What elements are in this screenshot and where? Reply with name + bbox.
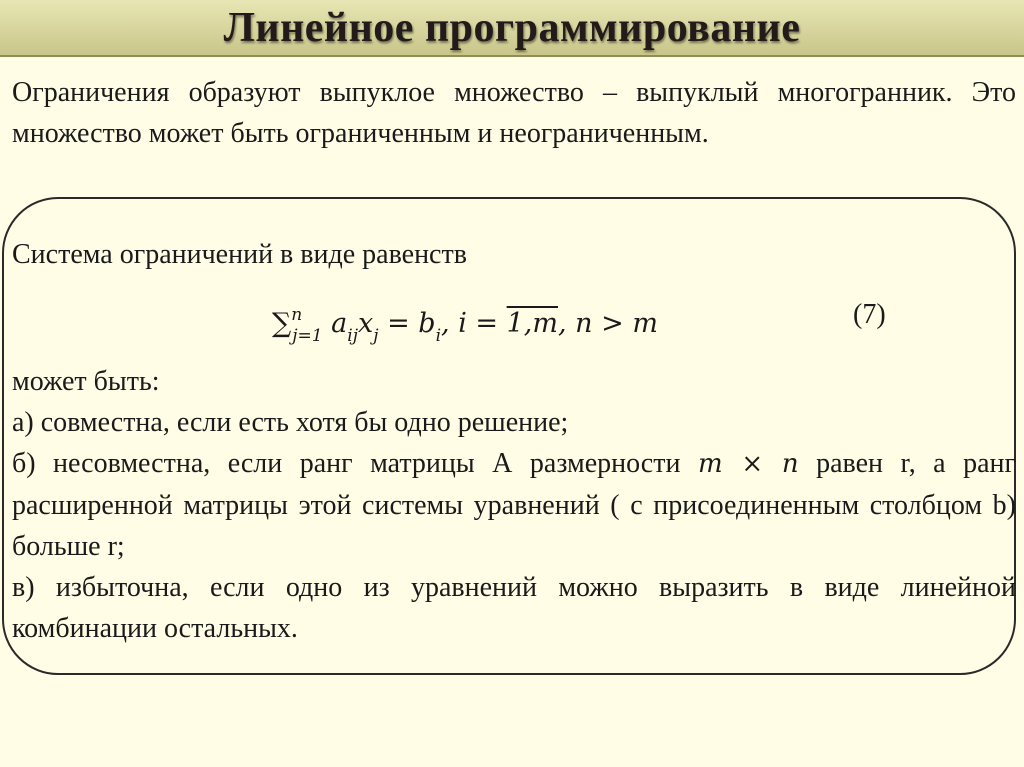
slide-title: Линейное программирование	[223, 4, 801, 51]
formula-row	[0, 285, 1024, 345]
coef-a: a	[331, 308, 348, 339]
may-be-label: может быть:	[12, 366, 160, 397]
sigma-symbol: ∑	[272, 308, 292, 339]
intro-block	[12, 72, 1016, 154]
i-eq: , i =	[441, 308, 507, 339]
b-sub: i	[435, 326, 442, 346]
equation-number: (7)	[853, 299, 886, 330]
condition: , n > m	[558, 308, 658, 339]
conditions-block	[12, 361, 1016, 649]
item-b-text1: б) несовместна, если ранг матрицы А размерности	[12, 448, 698, 479]
index-range: 1,m	[506, 308, 558, 339]
system-intro: Система ограничений в виде равенств	[12, 239, 467, 270]
var-x-sub: j	[373, 326, 379, 346]
item-b-text2: равен r, а ранг расширенной матрицы этой системы уравнений ( с присоединенным столбцом b) больше r;	[12, 448, 1016, 562]
item-b-math: m × n	[697, 449, 799, 479]
sum-lower: j=1	[292, 326, 323, 346]
item-c: в) избыточна, если одно из уравнений можно выразить в виде линейной комбинации остальных.	[12, 572, 1016, 644]
title-bar	[0, 0, 1024, 57]
item-b	[12, 443, 1016, 567]
formula	[272, 285, 658, 366]
sum-upper: n	[291, 305, 303, 325]
var-x: x	[358, 308, 374, 339]
eq-b: = b	[378, 308, 436, 339]
coef-a-sub: ij	[347, 326, 358, 346]
item-a: а) совместна, если есть хотя бы одно решение;	[12, 407, 569, 438]
intro-paragraph: Ограничения образуют выпуклое множество – выпуклый многогранник. Это множество может быть ограниченным и неограниченным.	[12, 77, 1016, 149]
